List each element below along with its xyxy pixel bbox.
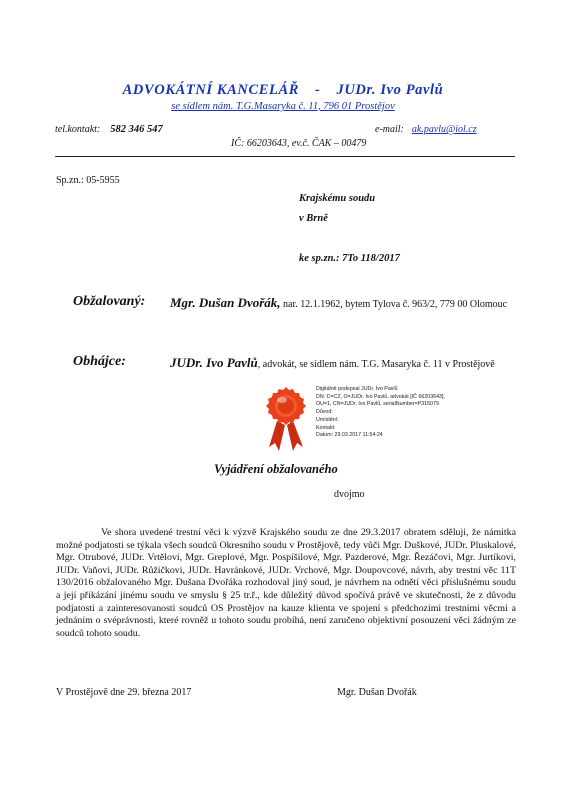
place-and-date: V Prostějově dne 29. března 2017 [56, 687, 192, 698]
addressee-court: Krajskému soudu [299, 193, 376, 204]
letterhead-title [0, 82, 566, 99]
signatory-name: Mgr. Dušan Dvořák [337, 687, 417, 698]
contact-row [55, 124, 515, 135]
signature-line: Umístění: [316, 416, 339, 423]
document-title: Vyjádření obžalovaného [214, 462, 338, 476]
accused-name: Mgr. Dušan Dvořák, [170, 295, 281, 310]
registration-ids: IČ: 66203643, ev.č. ČAK – 00479 [231, 138, 367, 149]
accused-details: nar. 12.1.1962, bytem Tylova č. 963/2, 779 00 Olomouc [283, 299, 508, 310]
signature-line: DN: C=CZ, O=JUDr. Ivo Pavlů, advokát [IČ 66203643], [316, 393, 445, 400]
digital-signature-block [316, 386, 445, 440]
seal-icon [260, 381, 312, 453]
accused-label: Obžalovaný: [73, 294, 146, 309]
reference-number: Sp.zn.: 05-5955 [56, 175, 120, 186]
letterhead-address: se sídlem nám. T.G.Masaryka č. 11, 796 01 Prostějov [171, 101, 395, 112]
signature-line: Digitálně podepsal JUDr. Ivo Pavlů [316, 386, 398, 392]
signature-line: Datum: 29.03.2017 11:54:24 [316, 432, 383, 439]
signature-line: Důvod: [316, 409, 333, 416]
phone-number: 582 346 547 [110, 124, 163, 135]
email-label: e-mail: [375, 124, 404, 135]
letterhead-divider [55, 156, 515, 157]
lawyer-name: JUDr. Ivo Pavlů [336, 82, 444, 98]
signature-line: Kontakt: [316, 424, 336, 431]
email-group [375, 124, 477, 135]
email-link[interactable]: ak.pavlu@iol.cz [411, 124, 477, 135]
case-number: ke sp.zn.: 7To 118/2017 [299, 253, 400, 264]
accused-info [170, 296, 515, 312]
body-paragraph: Ve shora uvedené trestní věci k výzvě Krajského soudu ze dne 29.3.2017 obratem sděluji, že námitka možné podjatosti se týkala všech soudců Okresního soudu v Prostějově, tedy vůči Mgr. Duškové, JUDr. Pluskalové, Mgr. Otrubové, JUDr. Vrtělovi, Mgr. Greplové, Mgr. Pospíšilové, Mgr. Pazderové, Mgr. Řezáčovi, Mgr. Jurtíkovi, JUDr. Vaňovi, JUDr. Růžičkovi, JUDr. Havránkové, JUDr. Vrchové, Mgr. Doupovcové, návrh, aby trestní věc 11T 130/2016 obžalovaného Mgr. Dušana Dvořáka rozhodoval jiný soud, je návrhem na odnětí věci příslušnému soudu a její přikázání jinému soudu ve smyslu § 25 tr.ř., kde důležitý důvod spočívá právě ve skutečnosti, že z důvodu podjatosti a zainteresovanosti soudců OS Prostějov na kauze klienta ve spojení s předchozími trestními věcmi a jednáním o svéprávnosti, které rovněž u tohoto soudu probíhá, není zaručeno objektivní posouzení věci žádným ze soudců tohoto soudu. [56, 527, 516, 639]
defender-name: JUDr. Ivo Pavlů [170, 355, 258, 370]
addressee-city: v Brně [299, 213, 328, 224]
title-dash: - [315, 82, 321, 98]
defender-details: , advokát, se sídlem nám. T.G. Masaryka č. 11 v Prostějově [257, 359, 495, 370]
copies-note: dvojmo [334, 489, 365, 500]
firm-name: ADVOKÁTNÍ KANCELÁŘ [122, 82, 300, 98]
signature-line: OU=1, CN=JUDr. Ivo Pavlů, serialNumber=P315079 [316, 401, 439, 408]
phone-label: tel.kontakt: [55, 124, 101, 135]
defender-label: Obhájce: [73, 354, 126, 369]
defender-info [170, 356, 515, 372]
